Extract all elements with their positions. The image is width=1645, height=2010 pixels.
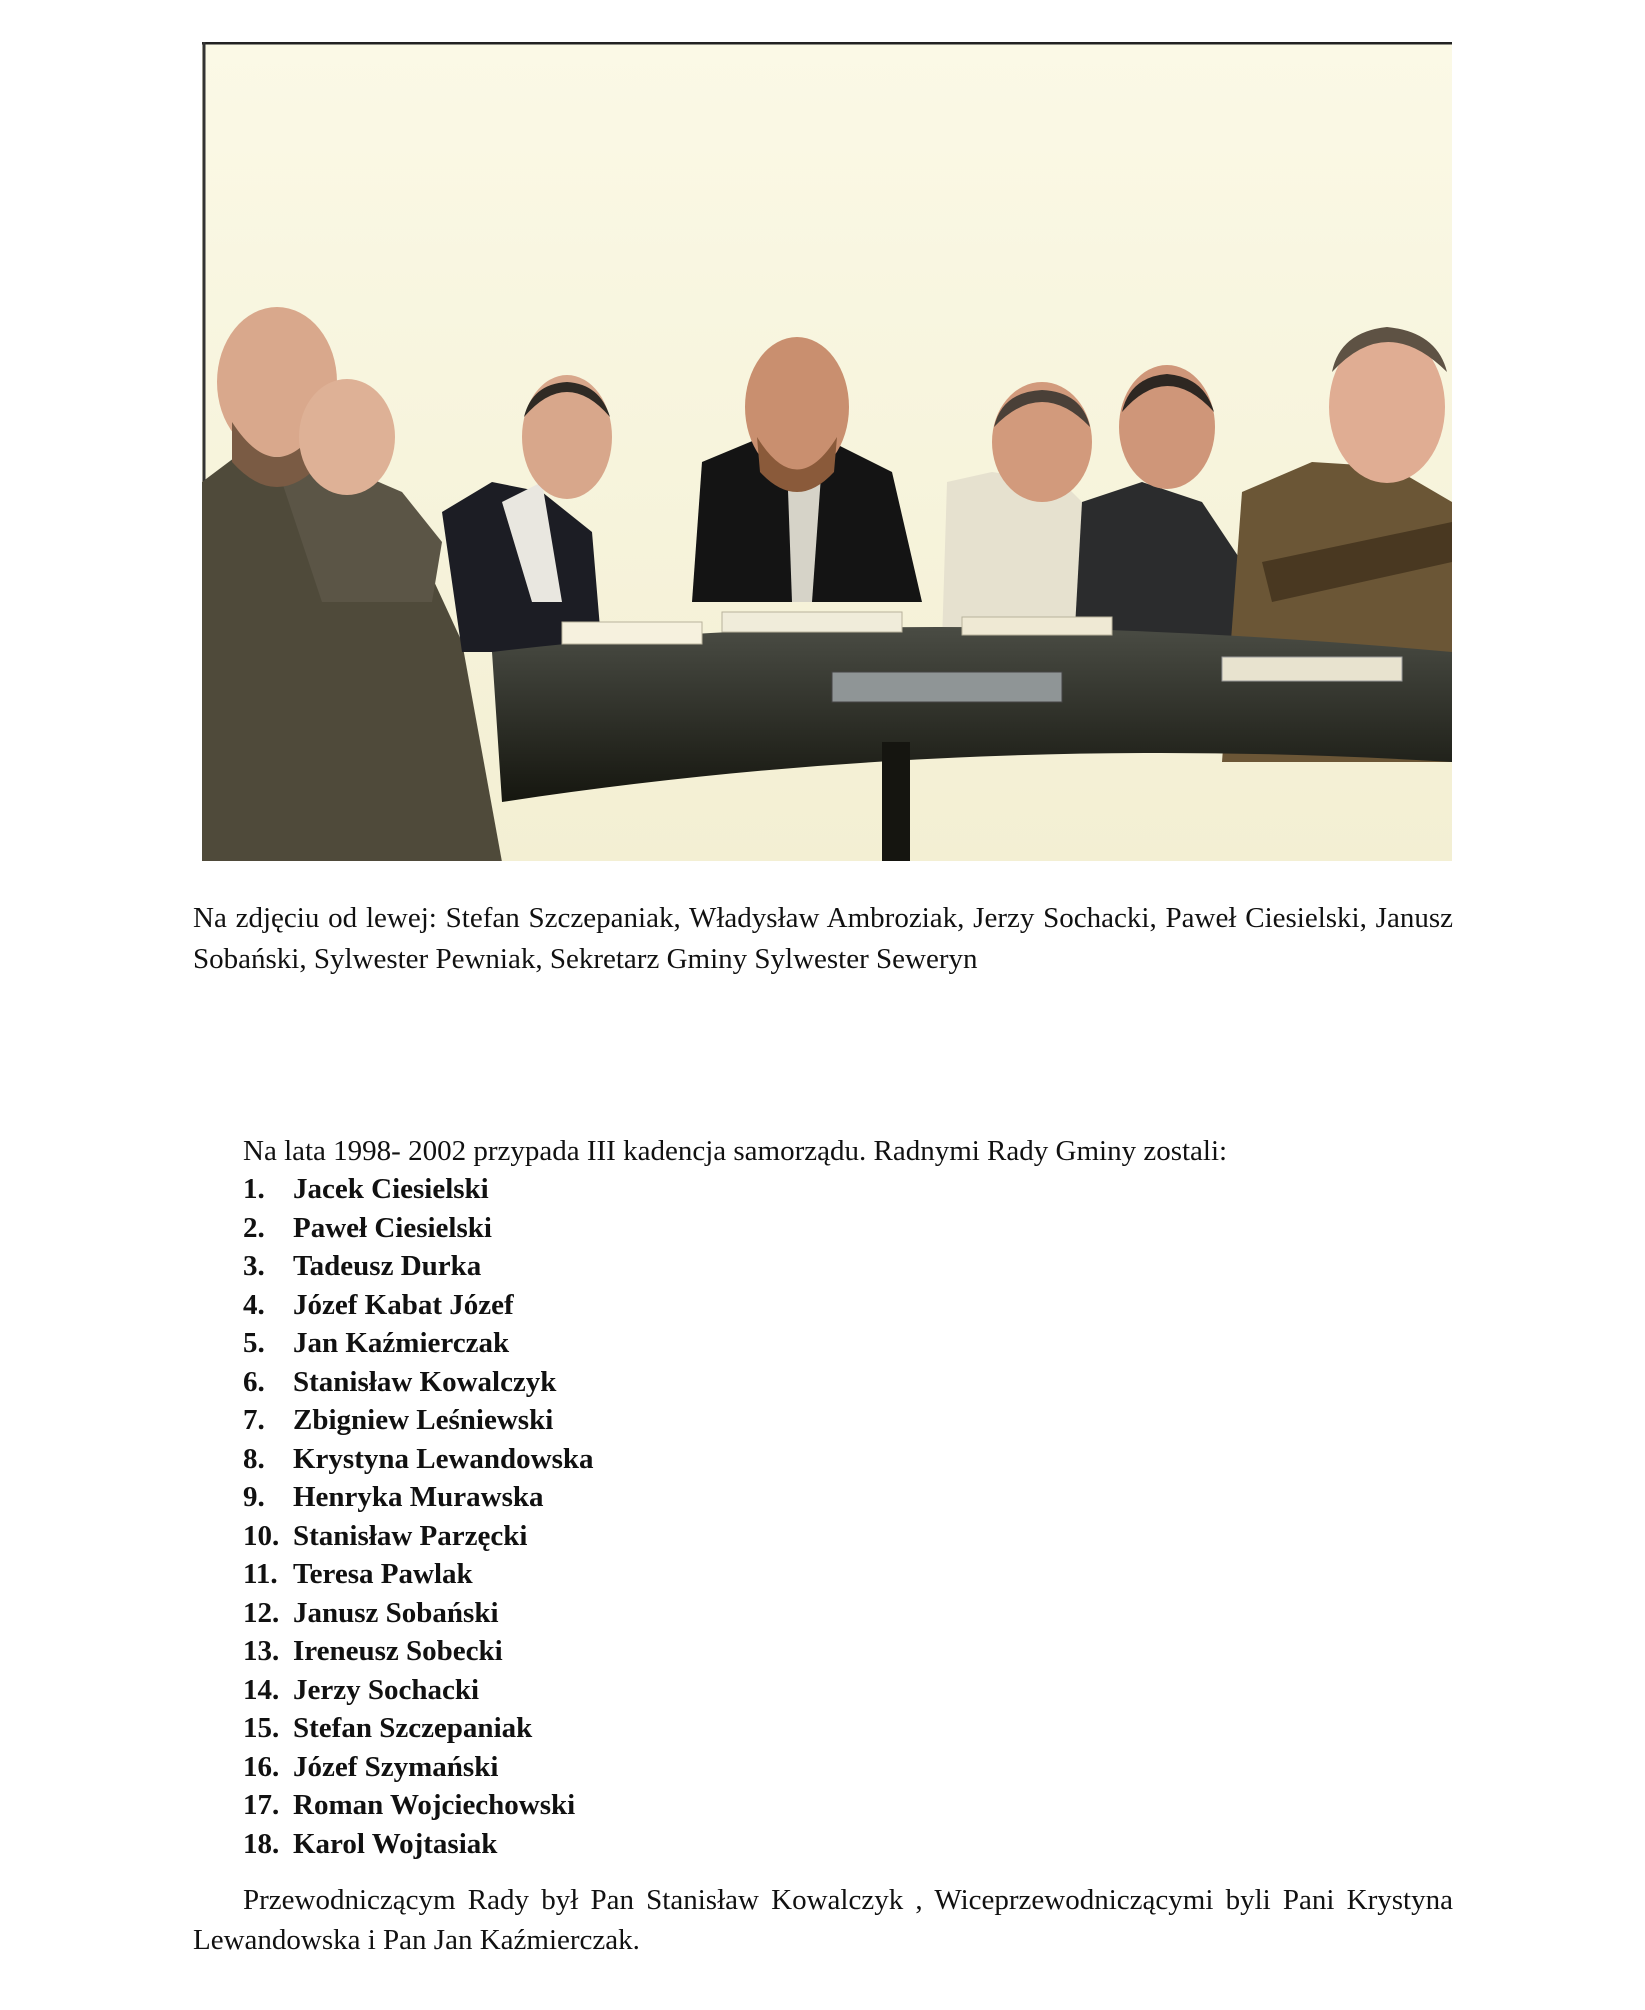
list-item (243, 1324, 594, 1363)
list-item (243, 1440, 594, 1479)
council-member-name: Zbigniew Leśniewski (293, 1404, 554, 1436)
list-item-number: 13. (243, 1635, 280, 1667)
list-item (243, 1594, 594, 1633)
list-item (243, 1170, 594, 1209)
council-member-name: Jerzy Sochacki (293, 1673, 480, 1706)
council-member-name: Stanisław Kowalczyk (293, 1365, 557, 1398)
list-item-number: 7. (243, 1404, 265, 1436)
list-item-number: 15. (243, 1712, 280, 1744)
council-member-name: Karol Wojtasiak (293, 1827, 498, 1860)
council-member-name: Janusz Sobański (293, 1596, 499, 1629)
list-item-number: 10. (243, 1519, 280, 1552)
list-item (243, 1478, 594, 1517)
list-item (243, 1209, 594, 1248)
list-item (243, 1632, 594, 1671)
council-member-name: Henryka Murawska (293, 1481, 544, 1513)
council-member-name: Roman Wojciechowski (293, 1789, 576, 1821)
council-member-name: Józef Szymański (293, 1750, 499, 1783)
council-member-name: Jacek Ciesielski (293, 1173, 489, 1205)
council-group-photo (202, 42, 1452, 862)
council-member-name: Paweł Ciesielski (293, 1211, 492, 1244)
list-item (243, 1786, 594, 1825)
list-item-number: 3. (243, 1250, 265, 1282)
council-member-name: Jan Kaźmierczak (293, 1327, 510, 1359)
list-item (243, 1517, 594, 1556)
council-member-name: Józef Kabat Józef (293, 1288, 514, 1321)
list-item (243, 1286, 594, 1325)
list-item-number: 2. (243, 1211, 265, 1244)
council-member-name: Teresa Pawlak (293, 1558, 473, 1590)
list-item-number: 17. (243, 1789, 280, 1821)
list-item-number: 5. (243, 1327, 265, 1359)
list-item-number: 8. (243, 1442, 265, 1475)
list-item (243, 1709, 594, 1748)
list-item-number: 12. (243, 1596, 280, 1629)
photo-caption: Na zdjęciu od lewej: Stefan Szczepaniak, Władysław Ambroziak, Jerzy Sochacki, Paweł Ciesielski, Janusz Sobański, Sylwester Pewniak, Sekretarz Gminy Sylwester Seweryn (193, 902, 1453, 975)
council-member-name: Krystyna Lewandowska (293, 1442, 594, 1475)
list-item (243, 1748, 594, 1787)
council-member-name: Ireneusz Sobecki (293, 1635, 503, 1667)
list-item-number: 16. (243, 1750, 280, 1783)
list-item (243, 1401, 594, 1440)
list-item-number: 9. (243, 1481, 265, 1513)
council-member-name: Tadeusz Durka (293, 1250, 482, 1282)
list-item-number: 6. (243, 1365, 265, 1398)
list-item-number: 1. (243, 1173, 265, 1205)
list-item-number: 11. (243, 1558, 278, 1590)
list-item-number: 18. (243, 1827, 280, 1860)
list-item (243, 1555, 594, 1594)
council-member-list (243, 1170, 594, 1863)
list-item (243, 1247, 594, 1286)
term-intro: Na lata 1998- 2002 przypada III kadencja samorządu. Radnymi Rady Gminy zostali: (243, 1135, 1228, 1167)
council-member-name: Stefan Szczepaniak (293, 1712, 533, 1744)
list-item-number: 4. (243, 1288, 265, 1321)
list-item (243, 1825, 594, 1864)
council-leadership-paragraph: Przewodniczącym Rady był Pan Stanisław Kowalczyk , Wiceprzewodniczącymi byli Pani Krystyna Lewandowska i Pan Jan Kaźmierczak. (193, 1884, 1453, 1956)
council-member-name: Stanisław Parzęcki (293, 1519, 528, 1552)
list-item (243, 1671, 594, 1710)
list-item-number: 14. (243, 1673, 280, 1706)
list-item (243, 1363, 594, 1402)
